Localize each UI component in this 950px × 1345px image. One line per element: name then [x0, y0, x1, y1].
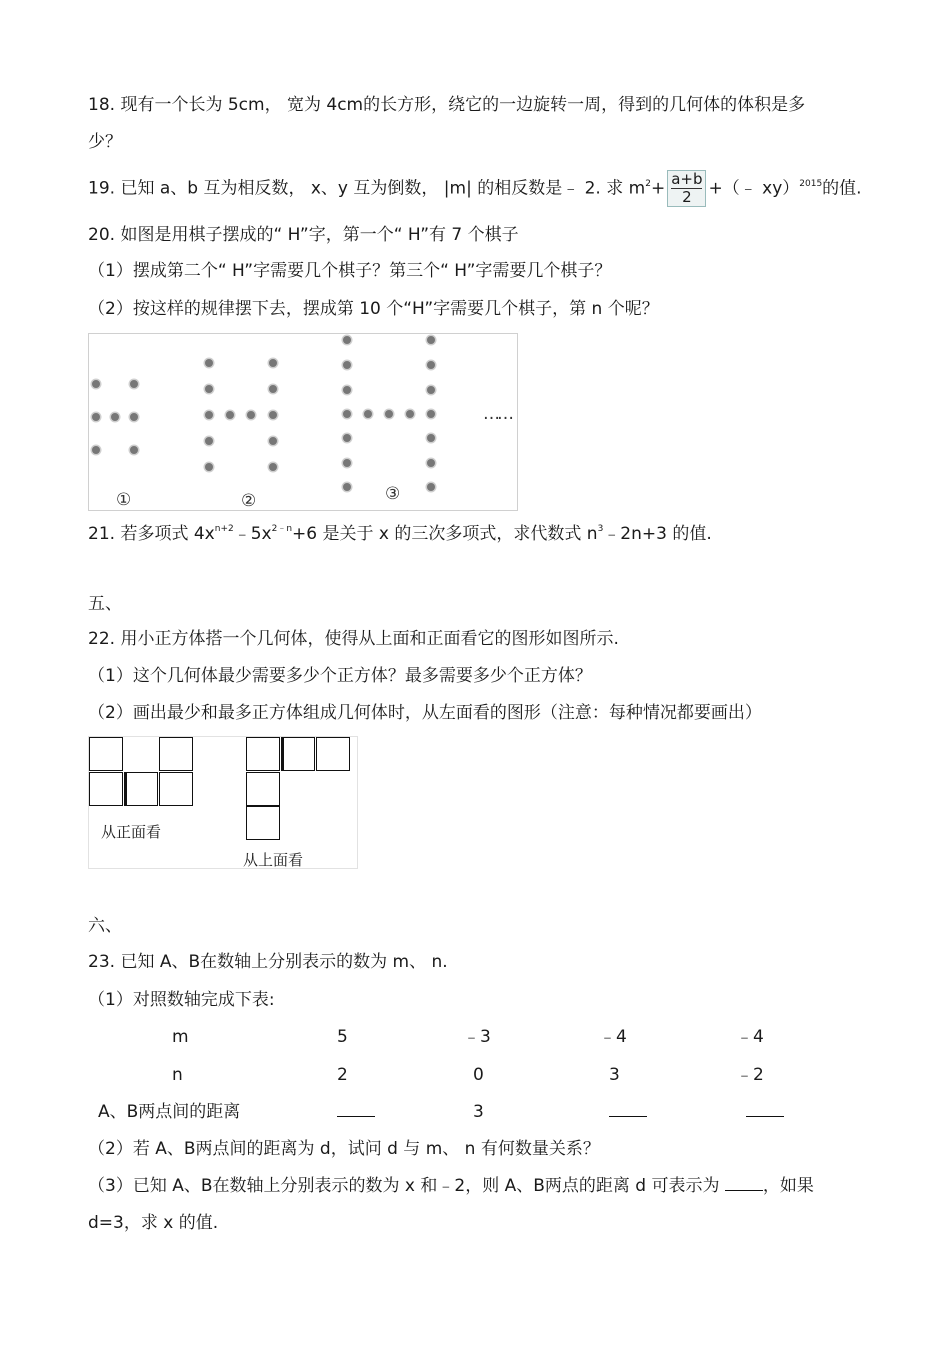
chess-piece — [247, 411, 255, 419]
cube-views-figure — [88, 736, 358, 869]
front-view-cell — [159, 737, 193, 771]
chess-piece — [92, 380, 100, 388]
chess-piece — [130, 413, 138, 421]
table-answer-blank[interactable] — [609, 1101, 647, 1123]
q21-exp3: 3 — [597, 524, 604, 534]
q20-title: 20. 如图是用棋子摆成的“ H”字，第一个“ H”有 7 个棋子 — [88, 225, 519, 245]
table-cell: 2 — [337, 1065, 348, 1085]
q21-mid2: +6 是关于 x 的三次多项式，求代数式 n — [292, 524, 598, 544]
chess-piece — [205, 411, 213, 419]
table-cell: 3 — [609, 1065, 620, 1085]
table-cell: ﹣2 — [736, 1065, 764, 1085]
chess-piece — [92, 446, 100, 454]
chess-piece — [269, 463, 277, 471]
q19-suffix: 的值. — [822, 178, 862, 199]
section-6-heading: 六、 — [88, 916, 122, 936]
top-view-label: 从上面看 — [243, 851, 304, 869]
table-answer-blank[interactable] — [337, 1101, 375, 1123]
q22-title: 22. 用小正方体搭一个几何体，使得从上面和正面看它的图形如图所示. — [88, 629, 619, 649]
q19-xy-exponent: 2015 — [799, 178, 823, 189]
chess-piece — [427, 361, 435, 369]
chess-piece — [364, 410, 372, 418]
figure-label-3: ③ — [385, 484, 401, 504]
q18-line2: 少？ — [88, 132, 122, 152]
table-cell: ﹣4 — [599, 1027, 627, 1047]
q22-part2: （2）画出最少和最多正方体组成几何体时，从左面看的图形（注意：每种情况都要画出） — [88, 703, 762, 723]
chess-piece — [343, 483, 351, 491]
top-view-cell — [246, 772, 280, 806]
front-view-cell — [89, 772, 123, 806]
chess-piece — [343, 434, 351, 442]
figure-ellipsis: …… — [483, 404, 511, 424]
chess-piece — [427, 483, 435, 491]
q21-suffix: ﹣2n+3 的值. — [603, 524, 712, 544]
q19-line — [88, 170, 862, 207]
figure-label-1: ① — [116, 490, 132, 510]
chess-piece — [226, 411, 234, 419]
chess-piece — [427, 386, 435, 394]
table-cell: ﹣3 — [463, 1027, 491, 1047]
q23-part1: （1）对照数轴完成下表: — [88, 990, 275, 1010]
chess-piece — [269, 359, 277, 367]
q21-line — [88, 523, 712, 548]
q23-part3-line2: d=3，求 x 的值. — [88, 1213, 219, 1233]
q19-middle: +（﹣ xy） — [708, 178, 800, 199]
top-view-cell — [246, 806, 280, 840]
q19-plus: + — [650, 178, 666, 199]
q23-title: 23. 已知 A、B在数轴上分别表示的数为 m、 n. — [88, 952, 448, 972]
q19-frac-numerator: a+b — [671, 170, 703, 188]
table-cell: 5 — [337, 1027, 348, 1047]
chess-piece — [130, 380, 138, 388]
table-row-distance-label: A、B两点间的距离 — [98, 1102, 241, 1122]
table-row-n-label: n — [172, 1065, 183, 1085]
table-answer-blank[interactable] — [746, 1101, 784, 1123]
q20-part1: （1）摆成第二个“ H”字需要几个棋子？第三个“ H”字需要几个棋子？ — [88, 261, 612, 281]
q23-part3-b: ，如果 — [762, 1176, 814, 1196]
table-cell: 0 — [473, 1065, 484, 1085]
q23-answer-blank[interactable] — [725, 1176, 763, 1191]
section-5-heading: 五、 — [88, 594, 122, 614]
chess-piece — [427, 434, 435, 442]
front-view-cell — [159, 772, 193, 806]
chess-piece — [269, 437, 277, 445]
table-cell: 3 — [473, 1102, 484, 1122]
chess-piece — [427, 410, 435, 418]
q21-exp1: n+2 — [214, 524, 234, 534]
h-chess-figure — [88, 333, 518, 511]
q23-part3-line1 — [88, 1175, 814, 1197]
q19-frac-denominator: 2 — [682, 188, 692, 206]
top-view-cell — [246, 737, 280, 771]
q23-part2: （2）若 A、B两点间的距离为 d，试问 d 与 m、 n 有何数量关系？ — [88, 1139, 600, 1159]
table-cell: ﹣4 — [736, 1027, 764, 1047]
table-row-m-label: m — [172, 1027, 189, 1047]
front-view-label: 从正面看 — [101, 823, 162, 841]
chess-piece — [343, 459, 351, 467]
chess-piece — [343, 410, 351, 418]
top-view-cell — [281, 737, 315, 771]
figure-label-2: ② — [241, 491, 257, 511]
chess-piece — [269, 385, 277, 393]
chess-piece — [343, 361, 351, 369]
chess-piece — [406, 410, 414, 418]
q23-part3-a: （3）已知 A、B在数轴上分别表示的数为 x 和﹣2，则 A、B两点的距离 d 可表示为 — [88, 1176, 720, 1196]
q21-prefix: 21. 若多项式 4x — [88, 524, 215, 544]
q18-line1: 18. 现有一个长为 5cm， 宽为 4cm的长方形，绕它的一边旋转一周，得到的几何体的体积是多 — [88, 95, 806, 115]
front-view-cell — [89, 737, 123, 771]
top-view-cell — [316, 737, 350, 771]
chess-piece — [269, 411, 277, 419]
q19-fraction — [667, 170, 706, 207]
chess-piece — [111, 413, 119, 421]
q21-exp2: 2﹣n — [271, 524, 293, 534]
q19-m-exponent: 2 — [645, 178, 651, 189]
chess-piece — [343, 386, 351, 394]
chess-piece — [343, 336, 351, 344]
chess-piece — [205, 385, 213, 393]
chess-piece — [205, 463, 213, 471]
front-view-cell — [124, 772, 158, 806]
chess-piece — [205, 359, 213, 367]
q22-part1: （1）这个几何体最少需要多少个正方体？最多需要多少个正方体？ — [88, 666, 592, 686]
q19-prefix: 19. 已知 a、b 互为相反数， x、y 互为倒数， |m| 的相反数是﹣ 2. 求 m — [88, 178, 646, 199]
chess-piece — [427, 459, 435, 467]
chess-piece — [130, 446, 138, 454]
chess-piece — [385, 410, 393, 418]
q20-part2: （2）按这样的规律摆下去，摆成第 10 个“H”字需要几个棋子，第 n 个呢？ — [88, 299, 659, 319]
chess-piece — [427, 336, 435, 344]
q21-mid: ﹣5x — [233, 524, 272, 544]
chess-piece — [205, 437, 213, 445]
chess-piece — [92, 413, 100, 421]
